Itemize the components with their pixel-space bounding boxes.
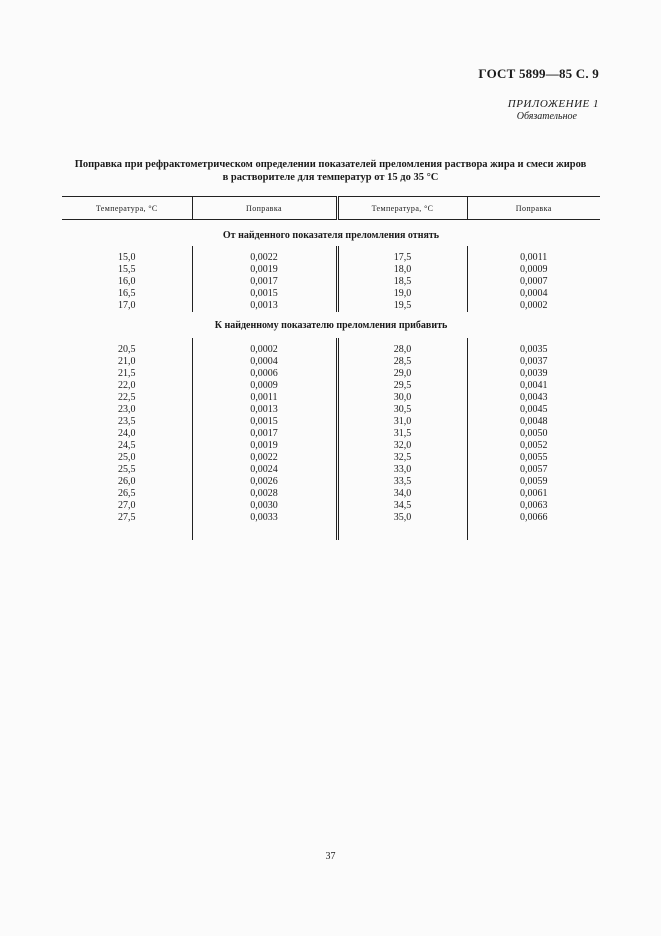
- table-row: [62, 500, 600, 512]
- correction-cell: 0,0022: [192, 452, 337, 464]
- correction-cell: 0,0030: [192, 500, 337, 512]
- correction-cell: 0,0006: [192, 368, 337, 380]
- correction-cell: 0,0019: [192, 264, 337, 276]
- correction-cell: 0,0063: [520, 500, 548, 511]
- correction-cell: 0,0026: [192, 476, 337, 488]
- temperature-cell: 34,0: [337, 488, 467, 500]
- section1-heading-row: [62, 220, 600, 247]
- table-title: [60, 158, 601, 184]
- temperature-cell: 19,5: [337, 300, 467, 312]
- table-row: [62, 276, 600, 288]
- temperature-cell: 19,0: [337, 288, 467, 300]
- temperature-cell: 21,5: [62, 368, 192, 380]
- correction-cell: 0,0059: [520, 476, 548, 487]
- temperature-cell: 25,0: [62, 452, 192, 464]
- correction-cell: 0,0004: [192, 356, 337, 368]
- correction-cell: 0,0009: [520, 264, 548, 275]
- temperature-cell: 21,0: [62, 356, 192, 368]
- page-number: 37: [325, 851, 336, 862]
- temperature-cell: 30,5: [337, 404, 467, 416]
- correction-cell: 0,0002: [520, 300, 548, 311]
- temperature-cell: 24,5: [62, 440, 192, 452]
- temperature-cell: 23,0: [62, 404, 192, 416]
- temperature-cell: 26,5: [62, 488, 192, 500]
- temperature-cell: 28,5: [337, 356, 467, 368]
- correction-cell: 0,0013: [192, 404, 337, 416]
- section2-heading-row: [62, 312, 600, 338]
- temperature-cell: 33,0: [337, 464, 467, 476]
- table-row: [62, 392, 600, 404]
- temperature-cell: 25,5: [62, 464, 192, 476]
- table-row: [62, 264, 600, 276]
- table-row: [62, 404, 600, 416]
- appendix-title: ПРИЛОЖЕНИЕ 1: [507, 98, 599, 110]
- temperature-cell: 22,0: [62, 380, 192, 392]
- section-heading: К найденному показателю преломления прибавить: [214, 319, 448, 331]
- temperature-cell: 27,5: [62, 512, 192, 524]
- correction-cell: 0,0007: [520, 276, 548, 287]
- correction-cell: 0,0015: [192, 416, 337, 428]
- correction-cell: 0,0066: [520, 512, 548, 523]
- table-title-line-2: в растворителе для температур от 15 до 35 °С: [222, 172, 439, 183]
- table-row: [62, 476, 600, 488]
- correction-cell: 0,0037: [520, 356, 548, 367]
- correction-cell: 0,0017: [192, 276, 337, 288]
- correction-cell: 0,0048: [520, 416, 548, 427]
- temperature-cell: 33,5: [337, 476, 467, 488]
- appendix-status: Обязательное: [516, 111, 577, 122]
- temperature-cell: 17,5: [337, 252, 467, 264]
- correction-cell: 0,0041: [520, 380, 548, 391]
- section-heading: От найденного показателя преломления отнять: [222, 229, 440, 241]
- table-body: [62, 220, 600, 541]
- temperature-cell: 32,5: [337, 452, 467, 464]
- temperature-cell: 24,0: [62, 428, 192, 440]
- correction-cell: 0,0011: [192, 392, 337, 404]
- table-row: [62, 356, 600, 368]
- correction-cell: 0,0022: [192, 252, 337, 264]
- temperature-cell: 30,0: [337, 392, 467, 404]
- correction-cell: 0,0045: [520, 404, 548, 415]
- correction-cell: 0,0013: [192, 300, 337, 312]
- temperature-cell: 27,0: [62, 500, 192, 512]
- correction-cell: 0,0024: [192, 464, 337, 476]
- temperature-cell: 18,5: [337, 276, 467, 288]
- correction-cell: 0,0019: [192, 440, 337, 452]
- table-row: [62, 440, 600, 452]
- temperature-cell: 29,0: [337, 368, 467, 380]
- temperature-cell: 31,0: [337, 416, 467, 428]
- temperature-cell: 15,5: [62, 264, 192, 276]
- table-row: [62, 464, 600, 476]
- correction-cell: 0,0039: [520, 368, 548, 379]
- temperature-cell: 26,0: [62, 476, 192, 488]
- table-header-row: [62, 197, 600, 220]
- temperature-cell: 16,0: [62, 276, 192, 288]
- temperature-cell: 22,5: [62, 392, 192, 404]
- temperature-cell: 35,0: [337, 512, 467, 524]
- table-row: [62, 344, 600, 356]
- table-tail-row: [62, 524, 600, 540]
- correction-table-container: [62, 196, 600, 540]
- table-row: [62, 428, 600, 440]
- correction-cell: 0,0035: [520, 344, 548, 355]
- tail-cell: [192, 524, 337, 540]
- tail-cell: [467, 524, 600, 540]
- correction-cell: 0,0028: [192, 488, 337, 500]
- column-header-correction-1: Поправка: [192, 197, 337, 220]
- correction-cell: 0,0055: [520, 452, 548, 463]
- column-header-correction-2: Поправка: [467, 197, 600, 220]
- table-row: [62, 252, 600, 264]
- correction-cell: 0,0033: [192, 512, 337, 524]
- correction-cell: 0,0061: [520, 488, 548, 499]
- correction-cell: 0,0009: [192, 380, 337, 392]
- correction-cell: 0,0004: [520, 288, 548, 299]
- correction-cell: 0,0050: [520, 428, 548, 439]
- temperature-cell: 31,5: [337, 428, 467, 440]
- table-row: [62, 380, 600, 392]
- table-title-line-1: Поправка при рефрактометрическом определении показателей преломления раствора жира и смеси жиров: [74, 159, 587, 170]
- correction-cell: 0,0002: [192, 344, 337, 356]
- correction-cell: 0,0043: [520, 392, 548, 403]
- temperature-cell: 23,5: [62, 416, 192, 428]
- document-code: ГОСТ 5899—85 С. 9: [478, 66, 599, 81]
- tail-cell: [62, 524, 192, 540]
- temperature-cell: 16,5: [62, 288, 192, 300]
- temperature-cell: 34,5: [337, 500, 467, 512]
- table-row: [62, 452, 600, 464]
- table-row: [62, 512, 600, 524]
- table-row: [62, 368, 600, 380]
- tail-cell: [337, 524, 467, 540]
- column-header-temperature-1: Температура, °С: [62, 197, 192, 220]
- correction-cell: 0,0057: [520, 464, 548, 475]
- correction-cell: 0,0052: [520, 440, 548, 451]
- temperature-cell: 32,0: [337, 440, 467, 452]
- table-row: [62, 300, 600, 312]
- temperature-cell: 29,5: [337, 380, 467, 392]
- correction-cell: 0,0015: [192, 288, 337, 300]
- table-row: [62, 488, 600, 500]
- temperature-cell: 18,0: [337, 264, 467, 276]
- temperature-cell: 28,0: [337, 344, 467, 356]
- temperature-cell: 15,0: [62, 252, 192, 264]
- temperature-cell: 17,0: [62, 300, 192, 312]
- correction-cell: 0,0011: [520, 252, 548, 263]
- table-row: [62, 288, 600, 300]
- temperature-cell: 20,5: [62, 344, 192, 356]
- correction-table: [62, 196, 600, 540]
- column-header-temperature-2: Температура, °С: [337, 197, 467, 220]
- table-row: [62, 416, 600, 428]
- correction-cell: 0,0017: [192, 428, 337, 440]
